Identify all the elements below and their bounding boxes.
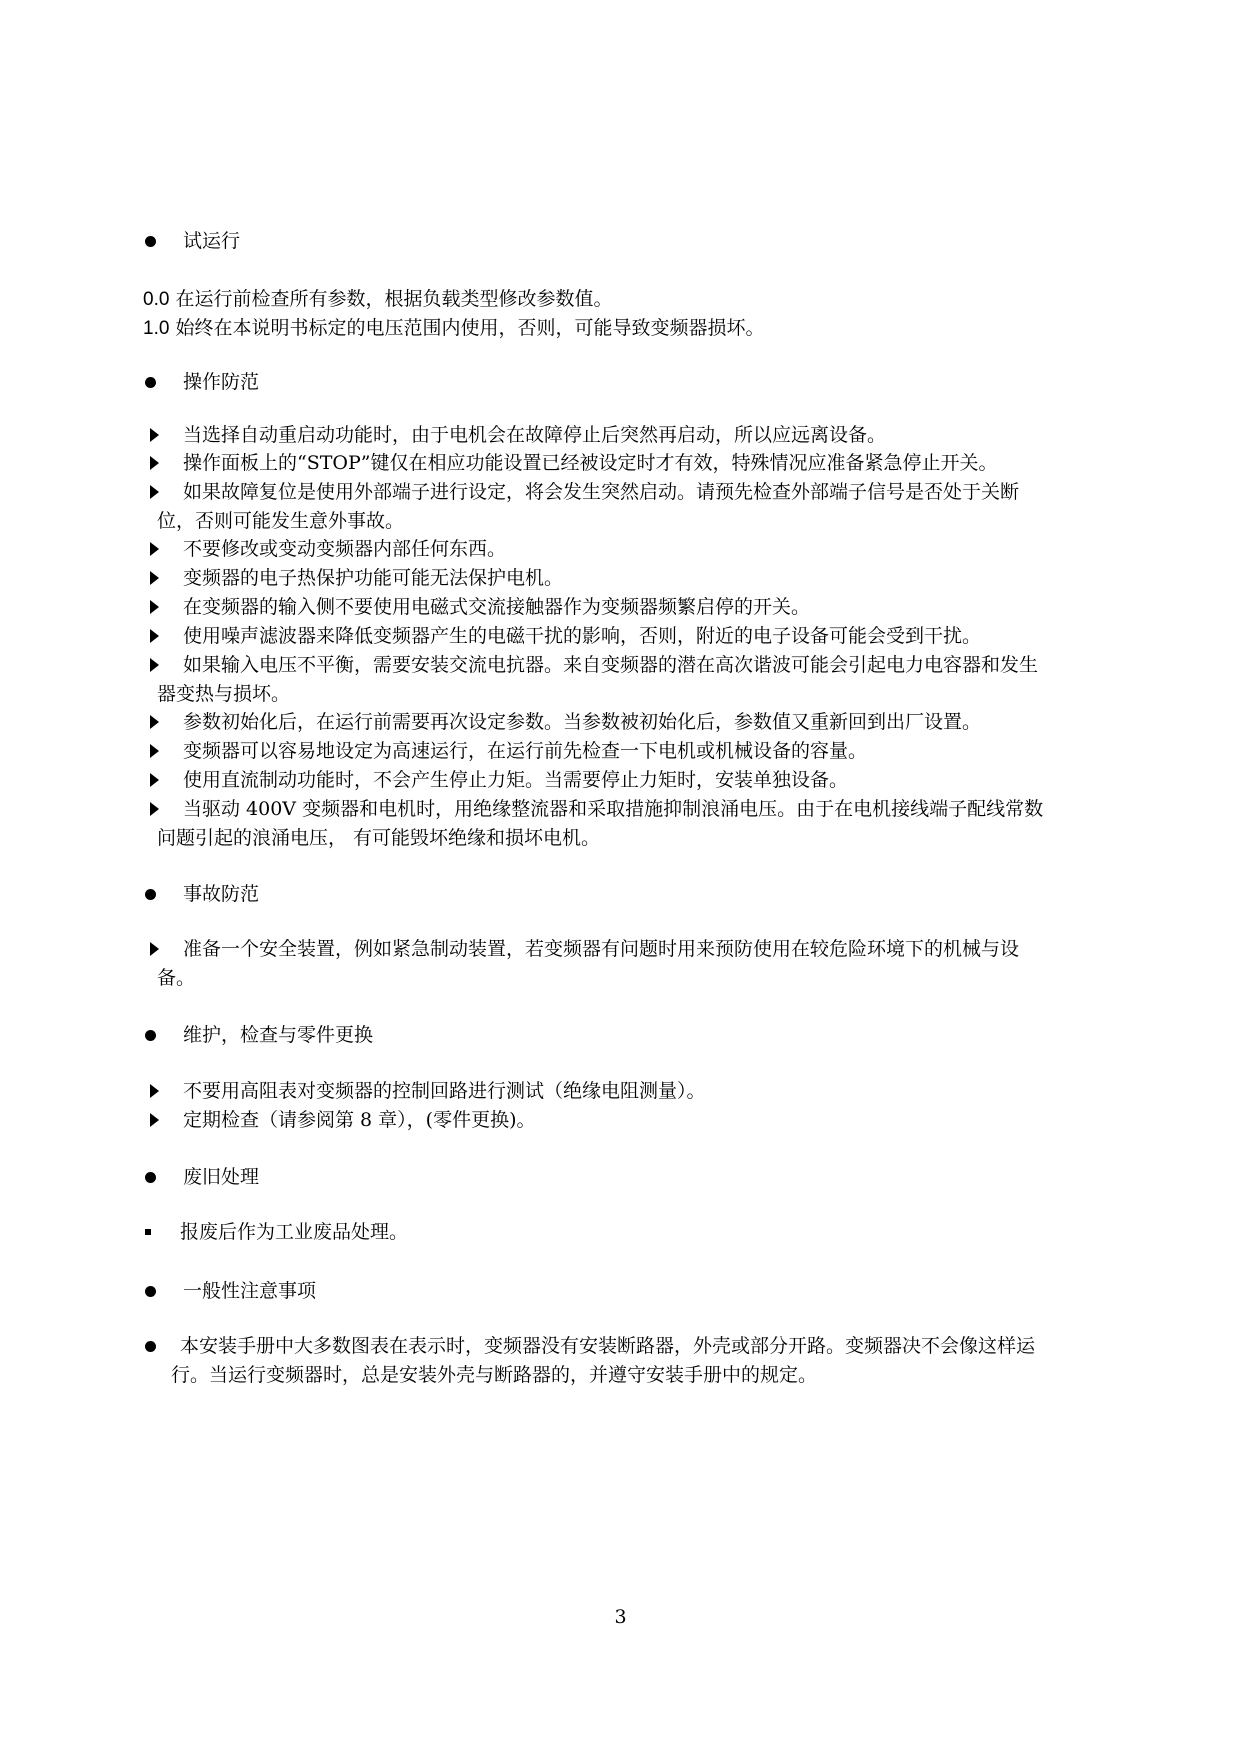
list-item: 参数初始化后，在运行前需要再次设定参数。当参数被初始化后，参数值又重新回到出厂设置。 [183,711,982,733]
item-text: 始终在本说明书标定的电压范围内使用，否则，可能导致变频器损坏。 [175,317,765,339]
bullet-triangle-icon [150,629,159,643]
bullet-triangle-icon [150,773,159,787]
list-item: 使用噪声滤波器来降低变频器产生的电磁干扰的影响，否则，附近的电子设备可能会受到干扰。 [183,625,982,647]
section-heading-general-notes: 一般性注意事项 [183,1280,317,1302]
bullet-triangle-icon [150,658,159,672]
list-item: 如果输入电压不平衡，需要安装交流电抗器。来自变频器的潜在高次谐波可能会引起电力电容器和发生 [183,654,1039,676]
bullet-triangle-icon [150,428,159,442]
list-item: 变频器的电子热保护功能可能无法保护电机。 [183,567,564,589]
list-item: 本安装手册中大多数图表在表示时，变频器没有安装断路器，外壳或部分开路。变频器决不会像这样运 [180,1335,1036,1357]
list-item: 当选择自动重启动功能时，由于电机会在故障停止后突然再启动，所以应远离设备。 [183,424,887,446]
list-item: 操作面板上的“STOP”键仅在相应功能设置已经被设定时才有效，特殊情况应准备紧急停止开关。 [183,452,998,474]
list-item-continuation: 行。当运行变频器时，总是安装外壳与断路器的，并遵守安装手册中的规定。 [171,1364,818,1386]
page-number: 3 [614,1606,627,1628]
list-item: 如果故障复位是使用外部端子进行设定，将会发生突然启动。请预先检查外部端子信号是否处于关断 [183,481,1020,503]
section-heading-disposal: 废旧处理 [183,1166,260,1188]
list-item: 在变频器的输入侧不要使用电磁式交流接触器作为变频器频繁启停的开关。 [183,596,811,618]
list-item: 当驱动 400V 变频器和电机时，用绝缘整流器和采取措施抑制浪涌电压。由于在电机接线端子配线常数 [183,798,1044,820]
bullet-triangle-icon [150,456,159,470]
list-item-continuation: 问题引起的浪涌电压， 有可能毁坏绝缘和损坏电机。 [157,827,601,849]
bullet-triangle-icon [150,1113,159,1127]
bullet-triangle-icon [150,600,159,614]
bullet-triangle-icon [150,571,159,585]
bullet-triangle-icon [150,542,159,556]
bullet-dot-icon [145,1286,156,1297]
item-text: 在运行前检查所有参数，根据负载类型修改参数值。 [175,288,613,310]
bullet-square-icon [145,1229,151,1235]
bullet-triangle-icon [150,744,159,758]
bullet-triangle-icon [150,485,159,499]
bullet-dot-icon [145,377,156,388]
section-heading-trial-run: 试运行 [183,230,241,252]
list-item: 使用直流制动功能时，不会产生停止力矩。当需要停止力矩时，安装单独设备。 [183,769,849,791]
bullet-dot-icon [145,889,156,900]
list-item: 报废后作为工业废品处理。 [180,1221,409,1243]
bullet-triangle-icon [150,802,159,816]
list-item: 不要用高阻表对变频器的控制回路进行测试（绝缘电阻测量）。 [183,1080,706,1102]
item-number: 0.0 [143,289,170,310]
bullet-triangle-icon [150,715,159,729]
section-heading-maintenance: 维护，检查与零件更换 [183,1024,374,1046]
list-item-continuation: 器变热与损坏。 [157,683,291,705]
list-item: 变频器可以容易地设定为高速运行，在运行前先检查一下电机或机械设备的容量。 [183,740,868,762]
bullet-dot-icon [145,1341,156,1352]
numbered-item [143,315,764,342]
list-item: 不要修改或变动变频器内部任何东西。 [183,538,507,560]
bullet-dot-icon [145,1030,156,1041]
list-item-continuation: 备。 [157,967,196,989]
section-heading-accident-prevention: 事故防范 [183,883,260,905]
section-heading-operation-precautions: 操作防范 [183,371,260,393]
numbered-item [143,286,612,313]
item-number: 1.0 [143,318,170,339]
list-item: 定期检查（请参阅第 8 章），(零件更换)。 [183,1109,536,1131]
bullet-dot-icon [145,236,156,247]
bullet-triangle-icon [150,1084,159,1098]
list-item-continuation: 位，否则可能发生意外事故。 [157,510,405,532]
bullet-dot-icon [145,1172,156,1183]
bullet-triangle-icon [150,942,159,956]
list-item: 准备一个安全装置，例如紧急制动装置，若变频器有问题时用来预防使用在较危险环境下的机械与设 [183,938,1020,960]
